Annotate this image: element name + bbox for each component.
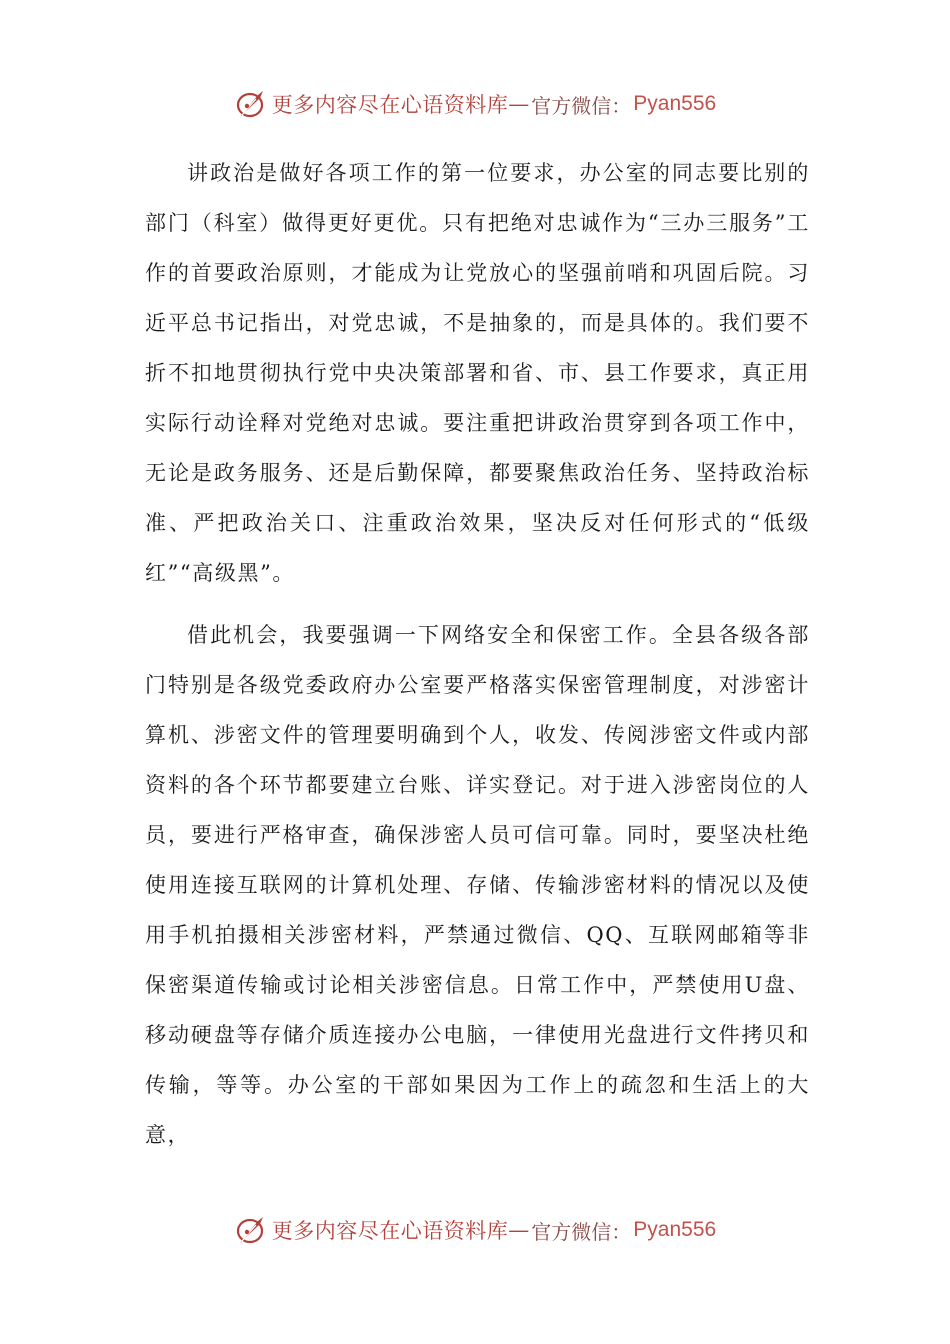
paragraph-political: 讲政治是做好各项工作的第一位要求，办公室的同志要比别的部门（科室）做得更好更优。只有把绝对忠诚作为“三办三服务”工作的首要政治原则，才能成为让党放心的坚强前哨和巩固后院。习近平总书记指出，对党忠诚，不是抽象的，而是具体的。我们要不折不扣地贯彻执行党中央决策部署和省、市、县工作要求，真正用实际行动诠释对党绝对忠诚。要注重把讲政治贯穿到各项工作中，无论是政务服务、还是后勤保障，都要聚焦政治任务、坚持政治标准、严把政治关口、注重政治效果，坚决反对任何形式的“低级红”“高级黑”。 (145, 161, 810, 585)
banner-slogan: 更多内容尽在心语资料库 (271, 93, 509, 117)
document-body (145, 148, 810, 1172)
banner-slogan: 更多内容尽在心语资料库 (271, 1219, 509, 1243)
wechat-label: 官方微信： (531, 1219, 632, 1244)
wechat-id: Pyan556 (633, 92, 717, 115)
banner-dash: — (508, 1218, 530, 1242)
paragraph-security: 借此机会，我要强调一下网络安全和保密工作。全县各级各部门特别是各级党委政府办公室要严格落实保密管理制度，对涉密计算机、涉密文件的管理要明确到个人，收发、传阅涉密文件或内部资料的各个环节都要建立台账、详实登记。对于进入涉密岗位的人员，要进行严格审查，确保涉密人员可信可靠。同时，要坚决杜绝使用连接互联网的计算机处理、存储、传输涉密材料的情况以及使用手机拍摄相关涉密材料，严禁通过微信、QQ、互联网邮箱等非保密渠道传输或讨论相关涉密信息。日常工作中，严禁使用U盘、移动硬盘等存储介质连接办公电脑，一律使用光盘进行文件拷贝和传输，等等。办公室的干部如果因为工作上的疏忽和生活上的大意， (145, 623, 810, 1147)
quill-logo-icon (234, 1213, 268, 1247)
header-banner (0, 84, 950, 124)
banner-dash: — (508, 92, 530, 116)
footer-banner (0, 1210, 950, 1250)
quill-logo-icon (234, 87, 268, 121)
wechat-label: 官方微信： (531, 93, 632, 118)
wechat-id: Pyan556 (633, 1218, 717, 1241)
